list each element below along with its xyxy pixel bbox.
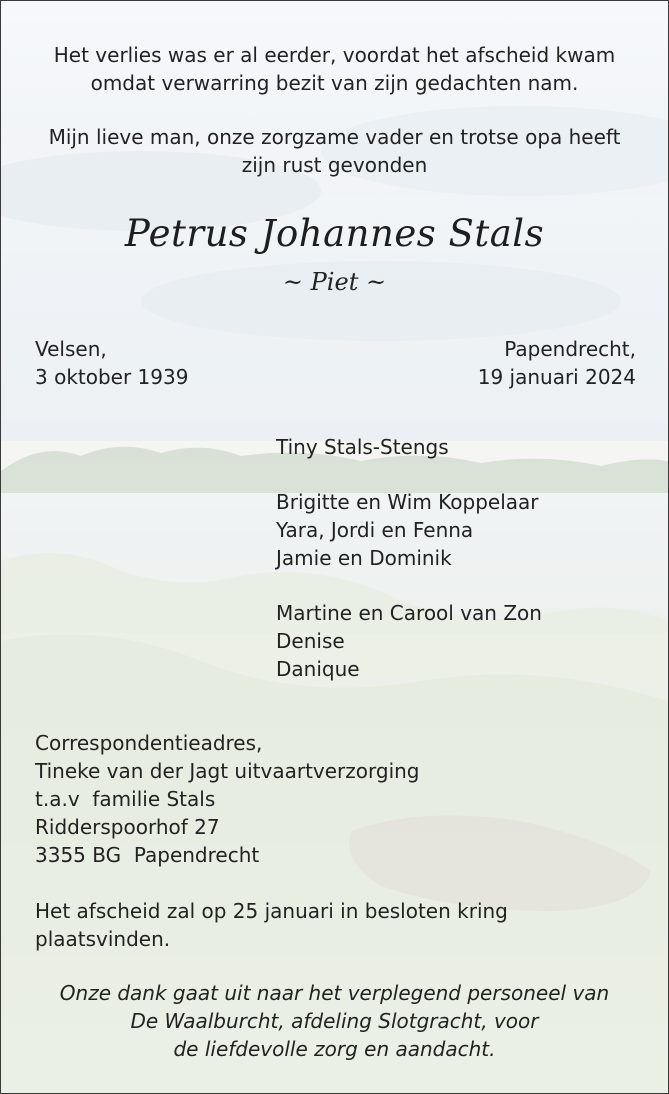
family-list (276, 433, 542, 683)
spouse-name: Tiny Stals-Stengs (276, 435, 449, 459)
announcement-line: Mijn lieve man, onze zorgzame vader en trotse opa heeft (48, 125, 621, 149)
address-line: Tineke van der Jagt uitvaartverzorging (35, 759, 420, 783)
thanks-line: Onze dank gaat uit naar het verplegend personeel van (59, 981, 610, 1005)
deceased-name: Petrus Johannes Stals (124, 212, 545, 255)
family-member: Martine en Carool van Zon (276, 601, 542, 625)
thanks-line: De Waalburcht, afdeling Slotgracht, voor (130, 1009, 539, 1033)
family-member: Denise (276, 629, 345, 653)
deceased-nickname: ~ Piet ~ (282, 268, 387, 296)
thanks-message (1, 979, 668, 1063)
correspondence-address (35, 729, 420, 869)
birth-info (35, 335, 188, 391)
family-member: Jamie en Dominik (276, 546, 452, 570)
address-line: t.a.v familie Stals (35, 787, 216, 811)
address-line: Correspondentieadres, (35, 731, 263, 755)
address-line: Ridderspoorhof 27 (35, 815, 220, 839)
intro-poem-line: Het verlies was er al eerder, voordat het afscheid kwam (53, 43, 616, 67)
farewell-line: plaatsvinden. (35, 927, 171, 951)
family-member: Brigitte en Wim Koppelaar (276, 490, 539, 514)
family-member: Yara, Jordi en Fenna (276, 518, 474, 542)
death-info (478, 335, 636, 391)
intro-poem-line: omdat verwarring bezit van zijn gedachten nam. (90, 71, 579, 95)
death-date: 19 januari 2024 (477, 365, 636, 389)
text-content (1, 1, 668, 1093)
farewell-line: Het afscheid zal op 25 januari in besloten kring (35, 899, 508, 923)
thanks-line: de liefdevolle zorg en aandacht. (173, 1037, 496, 1061)
death-place: Papendrecht, (504, 337, 636, 361)
announcement-line: zijn rust gevonden (241, 153, 428, 177)
announcement (1, 123, 668, 179)
family-member: Danique (276, 657, 360, 681)
birth-date: 3 oktober 1939 (35, 365, 189, 389)
birth-place: Velsen, (35, 337, 107, 361)
address-line: 3355 BG Papendrecht (35, 843, 260, 867)
intro-poem (1, 41, 668, 97)
farewell-notice (35, 897, 508, 953)
